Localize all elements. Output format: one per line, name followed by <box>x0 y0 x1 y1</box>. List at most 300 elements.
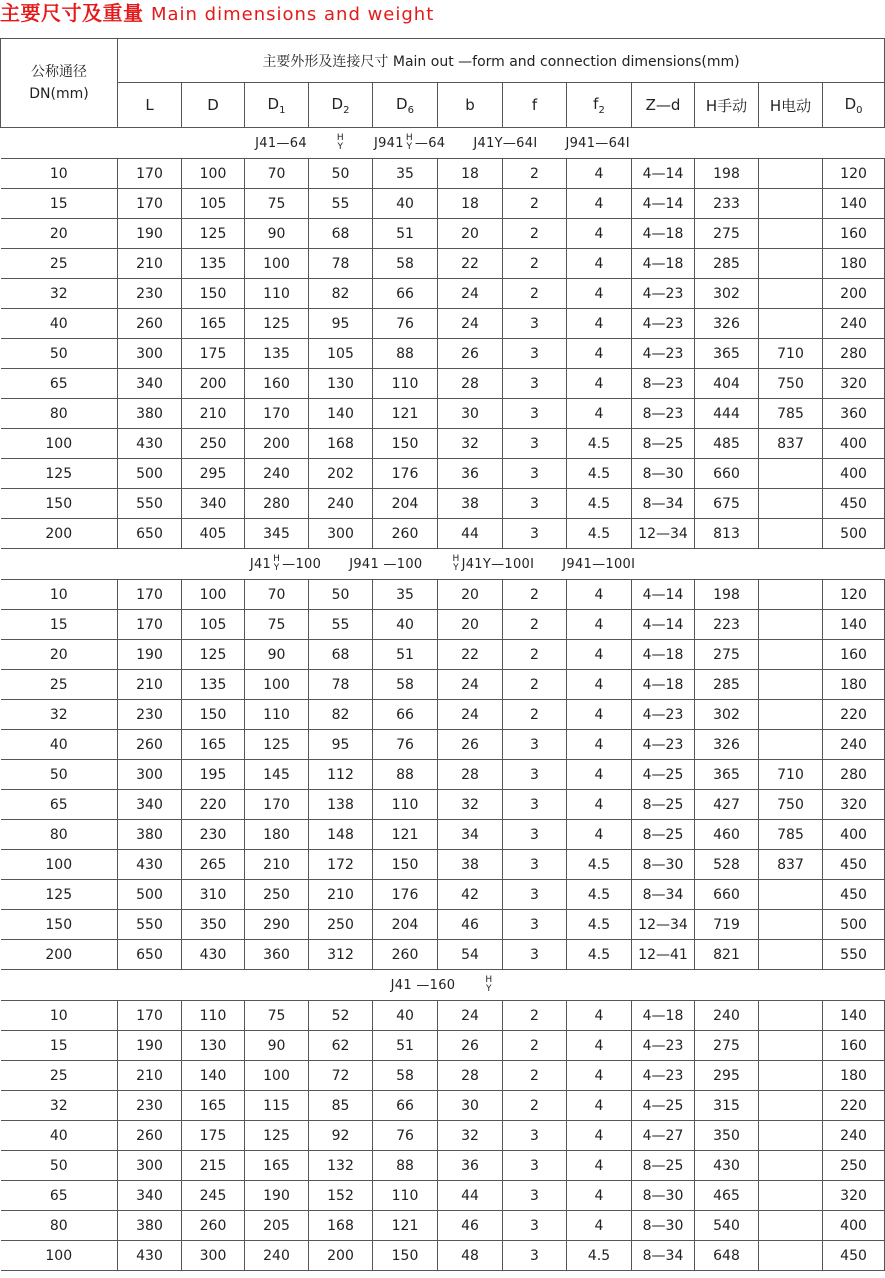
value-cell: 88 <box>373 760 438 790</box>
value-cell: 120 <box>823 159 885 189</box>
table-row <box>1 1061 885 1091</box>
value-cell: 115 <box>245 1091 309 1121</box>
dimensions-table <box>0 38 885 1271</box>
table-row <box>1 1001 885 1031</box>
value-cell: 4—18 <box>632 249 695 279</box>
section-label <box>1 970 885 1001</box>
value-cell: 28 <box>438 1061 503 1091</box>
value-cell: 3 <box>503 1241 567 1271</box>
value-cell: 110 <box>245 700 309 730</box>
column-header: $D_1$ <box>245 83 309 128</box>
value-cell: 140 <box>182 1061 245 1091</box>
table-row <box>1 820 885 850</box>
value-cell: 110 <box>373 1181 438 1211</box>
dn-cell: 10 <box>1 1001 118 1031</box>
value-cell: 260 <box>373 940 438 970</box>
value-cell: 8—25 <box>632 1151 695 1181</box>
value-cell: 32 <box>438 1121 503 1151</box>
value-cell: 70 <box>245 580 309 610</box>
value-cell: 105 <box>309 339 373 369</box>
section-label-part: J941 H Y —64 <box>373 133 446 152</box>
value-cell: 42 <box>438 880 503 910</box>
value-cell: 648 <box>695 1241 759 1271</box>
value-cell: 180 <box>823 249 885 279</box>
value-cell: 821 <box>695 940 759 970</box>
value-cell: 300 <box>118 1151 182 1181</box>
value-cell: 250 <box>823 1151 885 1181</box>
value-cell: 300 <box>309 519 373 549</box>
value-cell: 172 <box>309 850 373 880</box>
column-header: D <box>182 83 245 128</box>
table-row <box>1 1091 885 1121</box>
value-cell: 90 <box>245 640 309 670</box>
value-cell: 2 <box>503 279 567 309</box>
value-cell: 210 <box>118 249 182 279</box>
value-cell: 76 <box>373 309 438 339</box>
value-cell: 4—18 <box>632 1001 695 1031</box>
value-cell: 500 <box>118 459 182 489</box>
value-cell: 2 <box>503 580 567 610</box>
value-cell: 82 <box>309 279 373 309</box>
value-cell: 3 <box>503 730 567 760</box>
table-row <box>1 880 885 910</box>
title-en: Main dimensions and weight <box>150 4 435 25</box>
value-cell: 4 <box>567 399 632 429</box>
value-cell: 360 <box>823 399 885 429</box>
value-cell: 24 <box>438 670 503 700</box>
value-cell: 51 <box>373 219 438 249</box>
value-cell: 8—30 <box>632 1181 695 1211</box>
value-cell: 76 <box>373 1121 438 1151</box>
value-cell: 650 <box>118 940 182 970</box>
value-cell: 112 <box>309 760 373 790</box>
value-cell: 295 <box>695 1061 759 1091</box>
section-label-part <box>335 133 346 152</box>
value-cell: 750 <box>759 369 823 399</box>
table-row <box>1 850 885 880</box>
value-cell: 40 <box>373 189 438 219</box>
dn-cell: 10 <box>1 580 118 610</box>
value-cell: 4—23 <box>632 1031 695 1061</box>
dn-cell: 40 <box>1 730 118 760</box>
value-cell: 50 <box>309 580 373 610</box>
dn-cell: 40 <box>1 309 118 339</box>
value-cell <box>759 700 823 730</box>
value-cell: 26 <box>438 730 503 760</box>
value-cell: 400 <box>823 429 885 459</box>
value-cell: 302 <box>695 279 759 309</box>
value-cell: 280 <box>245 489 309 519</box>
value-cell: 4—25 <box>632 760 695 790</box>
value-cell: 150 <box>373 429 438 459</box>
value-cell: 180 <box>823 670 885 700</box>
value-cell: 100 <box>245 249 309 279</box>
value-cell: 4—23 <box>632 700 695 730</box>
main-dimensions-header: 主要外形及连接尺寸 Main out —form and connection dimensions(mm) <box>118 39 885 83</box>
value-cell: 4.5 <box>567 429 632 459</box>
value-cell: 150 <box>373 1241 438 1271</box>
value-cell: 110 <box>182 1001 245 1031</box>
value-cell: 204 <box>373 489 438 519</box>
value-cell: 380 <box>118 1211 182 1241</box>
value-cell: 710 <box>759 339 823 369</box>
table-row <box>1 1151 885 1181</box>
value-cell: 3 <box>503 910 567 940</box>
value-cell: 430 <box>182 940 245 970</box>
value-cell: 2 <box>503 189 567 219</box>
value-cell: 58 <box>373 670 438 700</box>
value-cell: 100 <box>245 1061 309 1091</box>
value-cell: 24 <box>438 1001 503 1031</box>
value-cell: 152 <box>309 1181 373 1211</box>
value-cell: 4—23 <box>632 339 695 369</box>
value-cell: 190 <box>118 640 182 670</box>
value-cell: 380 <box>118 820 182 850</box>
value-cell: 165 <box>245 1151 309 1181</box>
dn-cell: 40 <box>1 1121 118 1151</box>
value-cell <box>759 1001 823 1031</box>
value-cell: 90 <box>245 219 309 249</box>
value-cell: 54 <box>438 940 503 970</box>
value-cell: 220 <box>823 700 885 730</box>
hy-stack: H Y <box>405 133 413 152</box>
value-cell: 4—23 <box>632 309 695 339</box>
value-cell: 405 <box>182 519 245 549</box>
value-cell: 46 <box>438 1211 503 1241</box>
value-cell: 2 <box>503 159 567 189</box>
value-cell: 4 <box>567 670 632 700</box>
value-cell <box>759 1181 823 1211</box>
table-row <box>1 1211 885 1241</box>
value-cell: 20 <box>438 219 503 249</box>
value-cell: 2 <box>503 700 567 730</box>
value-cell: 450 <box>823 850 885 880</box>
value-cell: 260 <box>118 1121 182 1151</box>
value-cell: 8—25 <box>632 820 695 850</box>
value-cell: 3 <box>503 880 567 910</box>
value-cell: 170 <box>118 580 182 610</box>
value-cell: 34 <box>438 820 503 850</box>
value-cell: 8—23 <box>632 369 695 399</box>
value-cell: 125 <box>182 219 245 249</box>
table-row <box>1 940 885 970</box>
value-cell: 290 <box>245 910 309 940</box>
value-cell: 345 <box>245 519 309 549</box>
value-cell: 500 <box>118 880 182 910</box>
value-cell: 4—23 <box>632 279 695 309</box>
value-cell: 170 <box>118 610 182 640</box>
value-cell <box>759 309 823 339</box>
value-cell: 485 <box>695 429 759 459</box>
section-header-row <box>1 128 885 159</box>
value-cell: 4 <box>567 820 632 850</box>
value-cell: 427 <box>695 790 759 820</box>
value-cell: 528 <box>695 850 759 880</box>
hy-stack: H Y <box>336 133 344 152</box>
value-cell: 230 <box>118 1091 182 1121</box>
dn-cell: 25 <box>1 249 118 279</box>
value-cell: 785 <box>759 820 823 850</box>
value-cell: 135 <box>182 249 245 279</box>
section-label-part <box>483 975 494 994</box>
value-cell: 105 <box>182 610 245 640</box>
value-cell: 8—25 <box>632 790 695 820</box>
value-cell: 4 <box>567 309 632 339</box>
value-cell: 204 <box>373 910 438 940</box>
value-cell: 3 <box>503 790 567 820</box>
value-cell: 205 <box>245 1211 309 1241</box>
value-cell: 26 <box>438 1031 503 1061</box>
hy-stack: H Y <box>273 554 281 573</box>
value-cell: 4—23 <box>632 1061 695 1091</box>
value-cell: 4 <box>567 1121 632 1151</box>
value-cell <box>759 279 823 309</box>
value-cell: 170 <box>245 399 309 429</box>
value-cell: 430 <box>695 1151 759 1181</box>
value-cell: 4.5 <box>567 880 632 910</box>
value-cell: 340 <box>118 790 182 820</box>
value-cell <box>759 670 823 700</box>
value-cell: 300 <box>182 1241 245 1271</box>
table-row <box>1 910 885 940</box>
value-cell: 85 <box>309 1091 373 1121</box>
value-cell: 4 <box>567 189 632 219</box>
value-cell: 165 <box>182 1091 245 1121</box>
value-cell: 88 <box>373 339 438 369</box>
value-cell: 340 <box>118 1181 182 1211</box>
value-cell: 200 <box>823 279 885 309</box>
dn-cell: 20 <box>1 640 118 670</box>
value-cell: 125 <box>182 640 245 670</box>
value-cell: 300 <box>118 760 182 790</box>
value-cell: 135 <box>182 670 245 700</box>
value-cell: 200 <box>182 369 245 399</box>
value-cell: 168 <box>309 429 373 459</box>
value-cell: 121 <box>373 399 438 429</box>
value-cell: 130 <box>309 369 373 399</box>
value-cell: 175 <box>182 339 245 369</box>
section-label-part: J941 —100 <box>349 556 423 572</box>
value-cell: 400 <box>823 1211 885 1241</box>
value-cell: 4 <box>567 339 632 369</box>
value-cell: 58 <box>373 249 438 279</box>
table-row <box>1 700 885 730</box>
value-cell: 285 <box>695 670 759 700</box>
value-cell: 223 <box>695 610 759 640</box>
value-cell: 8—34 <box>632 489 695 519</box>
value-cell: 500 <box>823 910 885 940</box>
value-cell: 4—14 <box>632 159 695 189</box>
dn-cell: 10 <box>1 159 118 189</box>
value-cell: 4.5 <box>567 489 632 519</box>
value-cell: 2 <box>503 1091 567 1121</box>
value-cell: 326 <box>695 730 759 760</box>
table-row <box>1 1031 885 1061</box>
value-cell: 110 <box>373 790 438 820</box>
column-header: Z—d <box>632 83 695 128</box>
value-cell: 4.5 <box>567 519 632 549</box>
value-cell: 66 <box>373 700 438 730</box>
value-cell <box>759 219 823 249</box>
value-cell: 3 <box>503 369 567 399</box>
value-cell: 4—18 <box>632 640 695 670</box>
table-row <box>1 429 885 459</box>
value-cell <box>759 1241 823 1271</box>
table-row <box>1 249 885 279</box>
value-cell: 4—23 <box>632 730 695 760</box>
value-cell: 22 <box>438 640 503 670</box>
table-row <box>1 189 885 219</box>
value-cell: 550 <box>118 910 182 940</box>
value-cell: 150 <box>182 279 245 309</box>
value-cell <box>759 159 823 189</box>
value-cell: 430 <box>118 850 182 880</box>
dn-cell: 80 <box>1 399 118 429</box>
value-cell: 55 <box>309 189 373 219</box>
value-cell: 4.5 <box>567 459 632 489</box>
value-cell: 150 <box>182 700 245 730</box>
value-cell: 66 <box>373 279 438 309</box>
value-cell: 450 <box>823 489 885 519</box>
dn-cell: 15 <box>1 610 118 640</box>
value-cell: 240 <box>695 1001 759 1031</box>
value-cell: 4—14 <box>632 610 695 640</box>
value-cell: 2 <box>503 640 567 670</box>
value-cell: 72 <box>309 1061 373 1091</box>
value-cell: 220 <box>823 1091 885 1121</box>
value-cell: 3 <box>503 760 567 790</box>
table-row <box>1 610 885 640</box>
value-cell: 450 <box>823 1241 885 1271</box>
hy-stack: H Y <box>452 554 460 573</box>
table-row <box>1 159 885 189</box>
value-cell: 4 <box>567 1091 632 1121</box>
value-cell: 250 <box>182 429 245 459</box>
value-cell: 837 <box>759 850 823 880</box>
value-cell: 4 <box>567 1061 632 1091</box>
value-cell: 4 <box>567 279 632 309</box>
value-cell: 24 <box>438 309 503 339</box>
table-row <box>1 640 885 670</box>
value-cell: 140 <box>823 610 885 640</box>
value-cell: 326 <box>695 309 759 339</box>
value-cell: 48 <box>438 1241 503 1271</box>
value-cell: 350 <box>695 1121 759 1151</box>
value-cell: 260 <box>182 1211 245 1241</box>
value-cell: 4 <box>567 730 632 760</box>
dn-cell: 150 <box>1 910 118 940</box>
value-cell: 4 <box>567 610 632 640</box>
value-cell: 210 <box>118 1061 182 1091</box>
value-cell: 110 <box>245 279 309 309</box>
value-cell: 12—34 <box>632 910 695 940</box>
value-cell <box>759 1091 823 1121</box>
value-cell: 295 <box>182 459 245 489</box>
value-cell: 150 <box>373 850 438 880</box>
value-cell: 719 <box>695 910 759 940</box>
value-cell: 18 <box>438 189 503 219</box>
value-cell: 100 <box>245 670 309 700</box>
value-cell <box>759 519 823 549</box>
value-cell: 785 <box>759 399 823 429</box>
table-row <box>1 1121 885 1151</box>
value-cell: 38 <box>438 850 503 880</box>
value-cell <box>759 730 823 760</box>
dn-cell: 200 <box>1 940 118 970</box>
value-cell: 3 <box>503 1121 567 1151</box>
value-cell <box>759 489 823 519</box>
value-cell: 400 <box>823 820 885 850</box>
value-cell: 8—34 <box>632 1241 695 1271</box>
dn-cell: 25 <box>1 1061 118 1091</box>
section-header-row <box>1 549 885 580</box>
value-cell: 550 <box>118 489 182 519</box>
value-cell: 4—25 <box>632 1091 695 1121</box>
table-row <box>1 219 885 249</box>
value-cell: 240 <box>245 1241 309 1271</box>
value-cell: 8—34 <box>632 880 695 910</box>
value-cell: 350 <box>182 910 245 940</box>
value-cell: 210 <box>118 670 182 700</box>
value-cell: 4 <box>567 700 632 730</box>
value-cell: 110 <box>373 369 438 399</box>
value-cell: 95 <box>309 730 373 760</box>
value-cell: 200 <box>245 429 309 459</box>
value-cell: 170 <box>118 159 182 189</box>
value-cell: 260 <box>118 730 182 760</box>
value-cell: 444 <box>695 399 759 429</box>
value-cell: 233 <box>695 189 759 219</box>
section-label <box>1 128 885 159</box>
value-cell: 215 <box>182 1151 245 1181</box>
value-cell: 340 <box>182 489 245 519</box>
section-label-part: J41—64 <box>255 135 307 151</box>
dn-label: 公称通径 <box>31 64 87 80</box>
value-cell: 365 <box>695 760 759 790</box>
value-cell: 2 <box>503 219 567 249</box>
value-cell <box>759 1151 823 1181</box>
value-cell: 4 <box>567 760 632 790</box>
value-cell: 26 <box>438 339 503 369</box>
value-cell: 176 <box>373 459 438 489</box>
value-cell <box>759 610 823 640</box>
value-cell: 302 <box>695 700 759 730</box>
value-cell <box>759 880 823 910</box>
value-cell: 35 <box>373 159 438 189</box>
value-cell: 4 <box>567 580 632 610</box>
dn-cell: 125 <box>1 880 118 910</box>
value-cell: 540 <box>695 1211 759 1241</box>
dn-cell: 80 <box>1 1211 118 1241</box>
value-cell: 44 <box>438 519 503 549</box>
value-cell: 78 <box>309 670 373 700</box>
value-cell: 3 <box>503 429 567 459</box>
value-cell: 404 <box>695 369 759 399</box>
value-cell: 3 <box>503 1181 567 1211</box>
value-cell: 240 <box>823 1121 885 1151</box>
value-cell: 100 <box>182 580 245 610</box>
value-cell: 160 <box>823 1031 885 1061</box>
value-cell: 210 <box>245 850 309 880</box>
column-header: b <box>438 83 503 128</box>
value-cell: 198 <box>695 580 759 610</box>
value-cell: 245 <box>182 1181 245 1211</box>
value-cell: 30 <box>438 1091 503 1121</box>
value-cell <box>759 580 823 610</box>
value-cell: 12—41 <box>632 940 695 970</box>
value-cell: 4 <box>567 1211 632 1241</box>
value-cell: 465 <box>695 1181 759 1211</box>
